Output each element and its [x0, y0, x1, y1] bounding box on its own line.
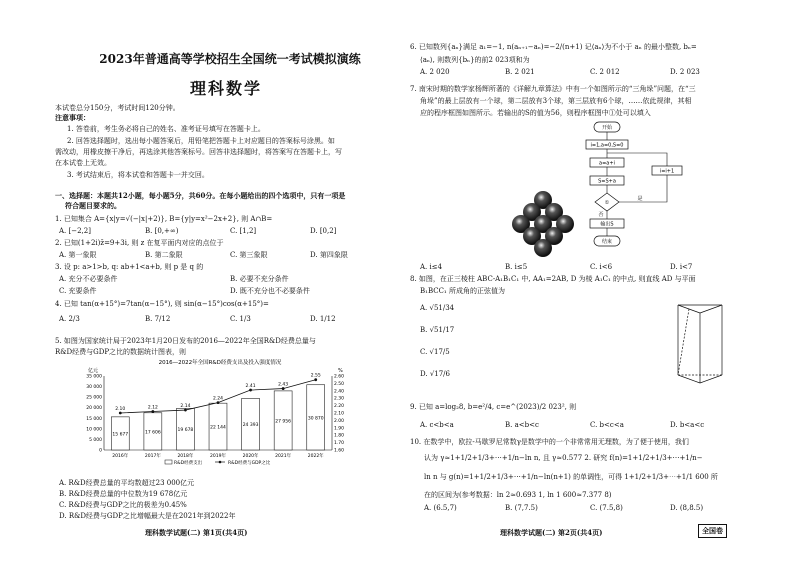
q9-option-d: D. b<a<c	[670, 421, 705, 429]
question-10d: 在的区间为(参考数据：ln 2≈0.693 1, ln 1 600≈7.377 8)	[424, 491, 612, 499]
subject-title: 理科数学	[190, 79, 263, 98]
y-tick-left: 10 000	[86, 427, 102, 433]
q6-option-d: D. 2 023	[670, 68, 700, 76]
y-tick-right: 2.10	[334, 411, 345, 417]
x-tick-label: 2022年	[307, 454, 324, 459]
triangle-stack-figure	[508, 190, 578, 260]
q5-option-d: D. R&D经费与GDP之比增幅最大是在2021年到2022年	[59, 512, 236, 520]
chart-ylabel-left: 亿元	[88, 368, 99, 374]
ratio-label: 2.14	[180, 404, 191, 410]
q8-option-c: C. √17/5	[420, 348, 450, 356]
q2-option-d: D. 第四象限	[310, 251, 348, 259]
q6-option-b: B. 2 021	[505, 68, 535, 76]
flow-condition: ①	[604, 200, 610, 206]
flow-yes-label: 是	[637, 196, 643, 202]
q3-option-b: B. 必要不充分条件	[230, 275, 289, 283]
x-tick-label: 2016年	[112, 454, 129, 459]
ratio-label: 2.24	[212, 396, 224, 402]
exam-title: 2023年普通高等学校招生全国统一考试模拟演练	[99, 52, 361, 66]
ratio-label: 2.41	[245, 384, 256, 390]
bar-label: 19 678	[177, 428, 194, 434]
q4-option-b: B. 7/12	[145, 315, 171, 323]
q2-option-a: A. 第一象限	[59, 251, 97, 259]
q6-option-a: A. 2 020	[420, 68, 450, 76]
q9-option-b: B. a<b<c	[505, 421, 539, 429]
question-10: 10. 在数学中，欧拉-马歇罗尼常数γ是数学中的一个非常常用无理数，为了便于使用，我们	[410, 438, 689, 446]
y-tick-left: 0	[99, 448, 102, 454]
prism-figure	[670, 295, 730, 395]
rd-chart	[70, 358, 370, 468]
legend-bar-swatch	[165, 460, 172, 464]
ratio-point	[119, 412, 122, 415]
y-tick-right: 2.20	[334, 404, 345, 410]
notice-2b: 需改动，用橡皮擦干净后，再选涂其他答案标号。回答非选择题时，将答案写在答题卡上，写	[55, 148, 342, 156]
legend-line-marker	[219, 461, 222, 464]
x-tick-label: 2018年	[177, 454, 194, 459]
ratio-point	[249, 389, 252, 392]
q10-option-a: A. (6.5,7)	[424, 504, 457, 512]
question-10c: ln n 与 g(n)=1+1/2+1/3+⋯+1/n−ln(n+1) 的单调性，可得 1+1/2+1/3+⋯+1/1 600 所	[424, 473, 718, 481]
x-tick-label: 2020年	[242, 454, 259, 459]
legend-bar-label: R&D经费支出	[174, 461, 203, 466]
notice-2c: 在本试卷上无效。	[55, 159, 111, 167]
notice-heading: 注意事项：	[55, 113, 90, 122]
question-8: 8. 如图，在正三棱柱 ABC-A₁B₁C₁ 中, AA₁=2AB, D 为棱 A₁C₁ 的中点, 则直线 AD 与平面	[410, 275, 696, 283]
left-column	[55, 0, 390, 561]
question-7b: 角垛”的最上层放有一个球，第二层放有3个球，第三层放有6个球，……依此规律，其相	[420, 97, 692, 105]
ratio-point	[184, 409, 187, 412]
y-tick-left: 20 000	[86, 406, 102, 412]
chart-ylabel-right: %	[338, 368, 343, 374]
footer-page-1: 理科数学试题(二) 第1页(共4页)	[145, 528, 248, 537]
q4-option-a: A. 2/3	[59, 315, 80, 323]
q1-option-c: C. [1,2]	[230, 227, 257, 235]
q6-option-c: C. 2 012	[590, 68, 620, 76]
question-4: 4. 已知 tan(α+15°)=7tan(α−15°), 则 sin(α−15°)cos(α+15°)=	[55, 300, 269, 308]
x-tick-label: 2017年	[144, 454, 161, 459]
bar-label: 27 956	[275, 419, 292, 425]
program-flowchart	[580, 120, 710, 260]
flow-start: 开始	[601, 125, 613, 131]
ratio-label: 2.12	[147, 405, 158, 411]
notice-1: 1. 答卷前，考生务必将自己的姓名、准考证号填写在答题卡上。	[67, 125, 265, 133]
y-tick-left: 35 000	[86, 374, 102, 380]
y-tick-right: 1.60	[334, 448, 345, 454]
x-tick-label: 2019年	[210, 454, 226, 459]
legend-line-label: R&D经费与GDP之比	[228, 461, 271, 466]
q9-option-c: C. b<c<a	[590, 421, 624, 429]
q1-option-d: D. [0,2]	[310, 227, 337, 235]
q3-option-d: D. 既不充分也不必要条件	[230, 287, 310, 295]
question-7: 7. 南宋时期的数学家杨辉所著的《详解九章算法》中有一个如图所示的“三角垛”问题，在“三	[410, 85, 696, 93]
question-6: 6. 已知数列{aₙ}满足 a₁=−1, n(aₙ₊₁−aₙ)=−2/(n+1) 记⟨aₙ⟩为不小于 aₙ 的最小整数, bₙ=	[410, 43, 697, 51]
q8-option-b: B. √51/17	[420, 326, 455, 334]
ratio-point	[282, 387, 285, 390]
y-tick-right: 2.50	[334, 381, 345, 387]
q3-option-a: A. 充分不必要条件	[59, 275, 118, 283]
q7-option-d: D. i<7	[670, 263, 693, 271]
y-tick-right: 1.80	[334, 433, 345, 439]
ratio-label: 2.43	[278, 382, 289, 388]
question-7c: 应的程序框图如图所示。若输出的S的值为56，则程序框图中①处可以填入	[420, 109, 651, 117]
q3-option-c: C. 充要条件	[59, 287, 97, 295]
flow-a-step: a=a+i	[599, 160, 615, 167]
right-column	[410, 0, 740, 561]
footer-page-2: 理科数学试题(二) 第2页(共4页)	[500, 528, 603, 537]
question-2: 2. 已知(1+2i)z̄=9+3i, 则 z 在复平面内对应的点位于	[55, 239, 224, 247]
bar-label: 17 606	[144, 430, 161, 436]
question-9: 9. 已知 a=log₂8, b=e²/4, c=e^(2023)/2 023², 则	[410, 403, 577, 411]
flow-increment: i=i+1	[659, 168, 675, 175]
y-tick-right: 2.30	[334, 396, 345, 402]
q2-option-b: B. 第二象限	[145, 251, 183, 259]
flow-init: i=1,a=0,S=0	[590, 142, 624, 149]
section1-heading: 一、选择题：本题共12小题，每小题5分，共60分。在每小题给出的四个选项中，只有一项是	[55, 191, 346, 200]
q5-option-c: C. R&D经费与GDP之比的极差为0.45%	[59, 501, 187, 509]
y-tick-right: 2.00	[334, 418, 345, 424]
question-3: 3. 设 p: a>1>b, q: ab+1<a+b, 则 p 是 q 的	[55, 263, 204, 271]
y-tick-right: 2.40	[334, 389, 345, 395]
q8-option-d: D. √17/6	[420, 370, 450, 378]
q10-option-b: B. (7,7.5)	[505, 504, 538, 512]
ratio-point	[314, 378, 317, 381]
q10-option-c: C. (7.5,8)	[590, 504, 623, 512]
y-tick-right: 2.60	[334, 374, 345, 380]
bar-label: 22 144	[210, 425, 226, 431]
flow-end: 结束	[601, 239, 613, 245]
q9-option-a: A. c<b<a	[420, 421, 454, 429]
ratio-point	[217, 401, 220, 404]
bar-label: 24 393	[242, 423, 259, 429]
bar-label: 15 677	[112, 432, 129, 438]
flow-output: 输出S	[600, 221, 614, 228]
y-tick-left: 5 000	[89, 437, 102, 443]
q1-option-b: B. [0,+∞)	[145, 227, 179, 235]
section1-heading-2: 符合题目要求的。	[65, 201, 121, 210]
question-6b: ⟨aₙ⟩, 则数列{bₙ}的前2 023项和为	[420, 56, 530, 64]
y-tick-left: 15 000	[86, 416, 102, 422]
notice-3: 3. 考试结束后，将本试卷和答题卡一并交回。	[67, 171, 209, 179]
question-8b: B₁BCC₁ 所成角的正弦值为	[420, 287, 505, 295]
question-5b: R&D经费与GDP之比的数据统计图表，则	[55, 348, 187, 356]
ratio-point	[151, 410, 154, 413]
notice-2: 2. 回答选择题时，选出每小题答案后，用铅笔把答题卡上对应题目的答案标号涂黑。如	[67, 137, 335, 145]
q7-option-c: C. i<6	[590, 263, 613, 271]
q4-option-d: D. 1/12	[310, 315, 336, 323]
question-10b: 认为 γ≈1+1/2+1/3+⋯+1/n−ln n, 且 γ≈0.577 2. 研究 f(n)=1+1/2+1/3+⋯+1/n−	[424, 454, 703, 462]
q2-option-c: C. 第三象限	[230, 251, 268, 259]
q10-option-d: D. (8,8.5)	[670, 504, 704, 512]
y-tick-right: 1.70	[334, 441, 345, 447]
q7-option-b: B. i≤5	[505, 263, 528, 271]
q5-option-b: B. R&D经费总量的中位数为19 678亿元	[59, 490, 188, 498]
ball-group	[512, 191, 574, 257]
question-5: 5. 如图为国家统计局于2023年1月20日发布的2016—2022年全国R&D经费总量与	[55, 337, 316, 345]
q8-option-a: A. √51/34	[420, 304, 455, 312]
exam-info: 本试卷总分150分，考试时间120分钟。	[55, 104, 180, 112]
y-tick-left: 25 000	[86, 395, 102, 401]
q5-option-a: A. R&D经费总量的平均数超过23 000亿元	[59, 479, 195, 487]
x-tick-label: 2021年	[275, 454, 292, 459]
flow-no-label: 否	[598, 212, 604, 218]
question-1: 1. 已知集合 A={x|y=√(−|x|+2)}, B={y|y=x²−2x+2}, 则 A∩B=	[55, 215, 273, 223]
chart-title: 2016—2022年全国R&D经费支出及投入强度情况	[158, 360, 282, 366]
flow-s-step: S=S+a	[598, 178, 616, 185]
q1-option-a: A. [−2,2]	[59, 227, 91, 235]
bar-label: 30 870	[307, 416, 324, 422]
region-badge: 全国卷	[698, 524, 727, 538]
y-tick-right: 1.90	[334, 426, 345, 432]
ratio-label: 2.10	[115, 407, 126, 412]
q4-option-c: C. 1/3	[230, 315, 251, 323]
ratio-label: 2.55	[310, 373, 321, 379]
y-tick-left: 30 000	[86, 385, 102, 391]
q7-option-a: A. i≤4	[420, 263, 443, 271]
